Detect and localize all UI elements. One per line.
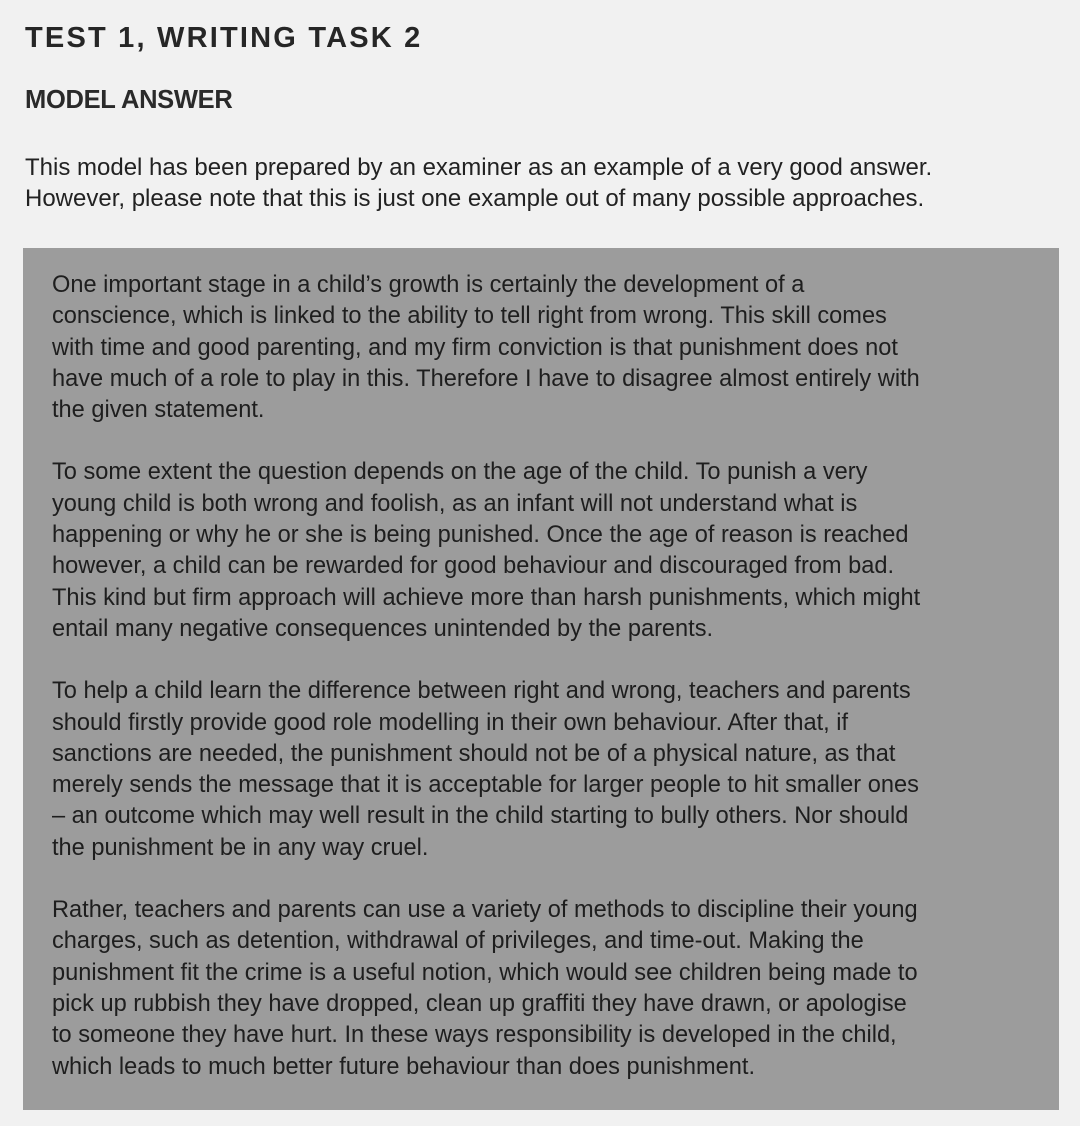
intro-text — [25, 152, 1065, 214]
text-line: conscience, which is linked to the ability to tell right from wrong. This skill comes — [52, 303, 887, 330]
text-line: Rather, teachers and parents can use a variety of methods to discipline their young — [52, 897, 918, 924]
text-line: however, a child can be rewarded for good behaviour and discouraged from bad. — [52, 553, 895, 580]
answer-paragraph — [52, 270, 1039, 426]
answer-paragraph — [52, 676, 1039, 864]
text-line: – an outcome which may well result in the child starting to bully others. Nor should — [52, 803, 909, 830]
page-title: TEST 1, WRITING TASK 2 — [25, 22, 423, 54]
answer-paragraph — [52, 457, 1039, 645]
text-line: should firstly provide good role modelling in their own behaviour. After that, if — [52, 709, 849, 736]
text-line: the given statement. — [52, 397, 265, 424]
text-line: young child is both wrong and foolish, as an infant will not understand what is — [52, 490, 858, 517]
text-line: to someone they have hurt. In these ways responsibility is developed in the child, — [52, 1022, 897, 1049]
section-subtitle: MODEL ANSWER — [25, 86, 233, 114]
text-line: To help a child learn the difference between right and wrong, teachers and parents — [52, 678, 911, 705]
text-line: the punishment be in any way cruel. — [52, 834, 429, 861]
text-line: which leads to much better future behaviour than does punishment. — [52, 1053, 755, 1080]
text-line: have much of a role to play in this. Therefore I have to disagree almost entirely with — [52, 365, 920, 392]
answer-paragraph — [52, 895, 1039, 1083]
text-line: charges, such as detention, withdrawal of privileges, and time-out. Making the — [52, 928, 864, 955]
text-line: sanctions are needed, the punishment should not be of a physical nature, as that — [52, 740, 896, 767]
text-line: with time and good parenting, and my firm conviction is that punishment does not — [52, 334, 898, 361]
text-line: This kind but firm approach will achieve more than harsh punishments, which might — [52, 584, 921, 611]
text-line: pick up rubbish they have dropped, clean up graffiti they have drawn, or apologise — [52, 990, 907, 1017]
text-line: To some extent the question depends on the age of the child. To punish a very — [52, 459, 868, 486]
intro-line: This model has been prepared by an examiner as an example of a very good answer. — [25, 154, 933, 181]
text-line: One important stage in a child’s growth is certainly the development of a — [52, 272, 805, 298]
text-line: entail many negative consequences unintended by the parents. — [52, 615, 714, 642]
text-line: merely sends the message that it is acceptable for larger people to hit smaller ones — [52, 772, 919, 799]
text-line: punishment fit the crime is a useful notion, which would see children being made to — [52, 959, 918, 986]
text-line: happening or why he or she is being punished. Once the age of reason is reached — [52, 522, 909, 549]
intro-line: However, please note that this is just one example out of many possible approaches. — [25, 185, 925, 212]
model-answer-box — [23, 248, 1059, 1110]
